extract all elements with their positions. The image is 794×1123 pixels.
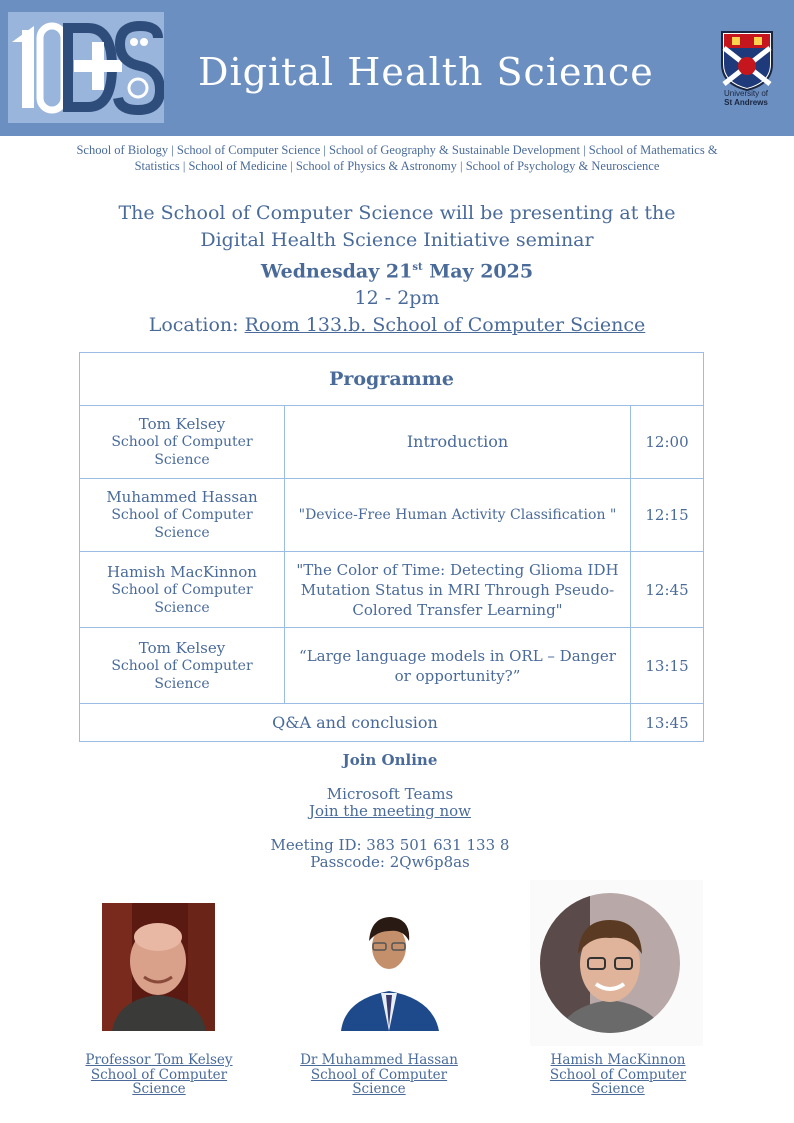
time-cell: 12:00 [631, 406, 704, 479]
header-banner [0, 0, 794, 136]
speaker-cell: Muhammed Hassan School of Computer Science [80, 479, 285, 552]
schools-line-1: School of Biology | School of Computer Science | School of Geography & Sustainable Development | School of Mathematics & [76, 143, 718, 157]
table-row [80, 479, 704, 552]
programme-heading: Programme [80, 353, 704, 406]
talk-cell: "Device-Free Human Activity Classification " [285, 479, 631, 552]
passcode: Passcode: 2Qw6p8as [310, 853, 470, 871]
talk-cell: "The Color of Time: Detecting Glioma IDH Mutation Status in MRI Through Pseudo-Colored Transfer Learning" [285, 552, 631, 628]
speaker-cell: Tom Kelsey School of Computer Science [80, 628, 285, 704]
closing-cell: Q&A and conclusion [80, 704, 631, 742]
speaker-cell: Tom Kelsey School of Computer Science [80, 406, 285, 479]
talk-cell: “Large language models in ORL – Danger or opportunity?” [285, 628, 631, 704]
table-row [80, 628, 704, 704]
event-date: Wednesday 21st May 2025 [260, 260, 534, 283]
event-location: Location: Room 133.b. School of Computer Science [148, 314, 646, 337]
speaker-cell: Hamish MacKinnon School of Computer Science [80, 552, 285, 628]
schools-list [4, 142, 790, 174]
time-cell: 13:45 [631, 704, 704, 742]
join-online-section [0, 752, 780, 871]
time-cell: 13:15 [631, 628, 704, 704]
join-online-heading: Join Online [342, 751, 438, 769]
speaker-caption-tom-kelsey[interactable]: Professor Tom Kelsey School of Computer Science [85, 1052, 233, 1097]
join-meeting-link[interactable]: Join the meeting now [309, 802, 471, 820]
speaker-photo-muhammed-hassan [337, 903, 442, 1031]
time-cell: 12:45 [631, 552, 704, 628]
table-row [80, 552, 704, 628]
platform-label: Microsoft Teams [326, 785, 454, 803]
table-row [80, 704, 704, 742]
speaker-caption-hamish-mackinnon[interactable]: Hamish MacKinnon School of Computer Science [549, 1052, 687, 1097]
talk-cell: Introduction [285, 406, 631, 479]
dhs-logo-icon [8, 12, 164, 123]
programme-table [79, 352, 704, 742]
schools-line-2: Statistics | School of Medicine | School of Physics & Astronomy | School of Psychology & Neuroscience [134, 159, 660, 173]
page-title: Digital Health Science [198, 50, 654, 94]
dhs-logo [8, 12, 164, 123]
location-link[interactable]: Room 133.b. School of Computer Science [244, 314, 646, 337]
intro-line-1: The School of Computer Science will be presenting at the [118, 202, 676, 224]
speaker-photo-hamish-mackinnon [530, 880, 703, 1046]
speaker-caption-muhammed-hassan[interactable]: Dr Muhammed Hassan School of Computer Science [300, 1052, 458, 1097]
meeting-id: Meeting ID: 383 501 631 133 8 [270, 836, 510, 854]
event-intro [0, 200, 794, 339]
crest-caption: University of St Andrews [723, 89, 768, 107]
intro-line-2: Digital Health Science Initiative seminar [200, 229, 594, 251]
event-time: 12 - 2pm [354, 287, 440, 310]
speaker-photo-tom-kelsey [102, 903, 215, 1031]
time-cell: 12:15 [631, 479, 704, 552]
table-row [80, 406, 704, 479]
